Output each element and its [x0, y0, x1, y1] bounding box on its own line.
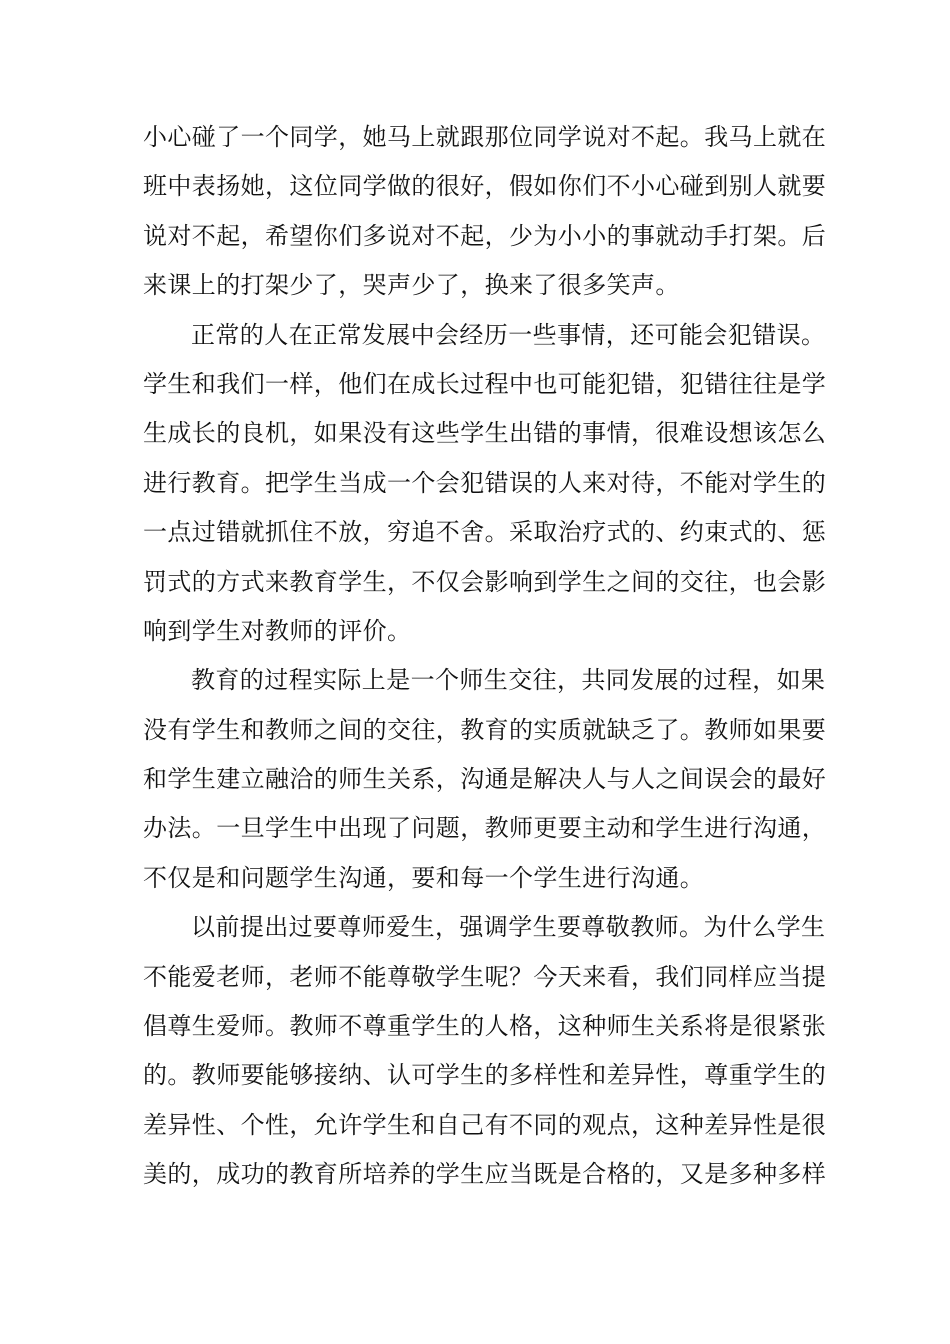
text-line: 和学生建立融洽的师生关系，沟通是解决人与人之间误会的最好 — [143, 765, 827, 794]
text-line: 说对不起，希望你们多说对不起，少为小小的事就动手打架。后 — [143, 221, 827, 250]
text-line: 没有学生和教师之间的交往，教育的实质就缺乏了。教师如果要 — [143, 715, 827, 744]
text-line: 不仅是和问题学生沟通，要和每一个学生进行沟通。 — [143, 863, 705, 892]
text-line: 差异性、个性，允许学生和自己有不同的观点，这种差异性是很 — [143, 1110, 827, 1139]
text-line: 响到学生对教师的评价。 — [143, 616, 412, 645]
body-text — [143, 113, 827, 1200]
text-line: 的。教师要能够接纳、认可学生的多样性和差异性，尊重学生的 — [143, 1061, 827, 1090]
text-line: 来课上的打架少了，哭声少了，换来了很多笑声。 — [143, 271, 680, 300]
text-line: 一点过错就抓住不放，穷追不舍。采取治疗式的、约束式的、惩 — [143, 518, 827, 547]
text-line: 学生和我们一样，他们在成长过程中也可能犯错，犯错往往是学 — [143, 369, 827, 398]
text-line: 正常的人在正常发展中会经历一些事情，还可能会犯错误。 — [191, 320, 826, 349]
text-line: 以前提出过要尊师爱生，强调学生要尊敬教师。为什么学生 — [191, 913, 826, 942]
text-line: 罚式的方式来教育学生，不仅会影响到学生之间的交往，也会影 — [143, 567, 827, 596]
text-line: 生成长的良机，如果没有这些学生出错的事情，很难设想该怎么 — [143, 419, 827, 448]
text-line: 进行教育。把学生当成一个会犯错误的人来对待，不能对学生的 — [143, 468, 827, 497]
text-line: 教育的过程实际上是一个师生交往，共同发展的过程，如果 — [191, 666, 826, 695]
text-line: 班中表扬她，这位同学做的很好，假如你们不小心碰到别人就要 — [143, 172, 827, 201]
text-line: 倡尊生爱师。教师不尊重学生的人格，这种师生关系将是很紧张 — [143, 1012, 827, 1041]
text-line: 美的，成功的教育所培养的学生应当既是合格的，又是多种多样 — [143, 1160, 827, 1189]
text-line: 小心碰了一个同学，她马上就跟那位同学说对不起。我马上就在 — [143, 123, 827, 151]
text-line: 不能爱老师，老师不能尊敬学生呢？今天来看，我们同样应当提 — [143, 962, 827, 991]
text-line: 办法。一旦学生中出现了问题，教师更要主动和学生进行沟通， — [143, 814, 827, 843]
